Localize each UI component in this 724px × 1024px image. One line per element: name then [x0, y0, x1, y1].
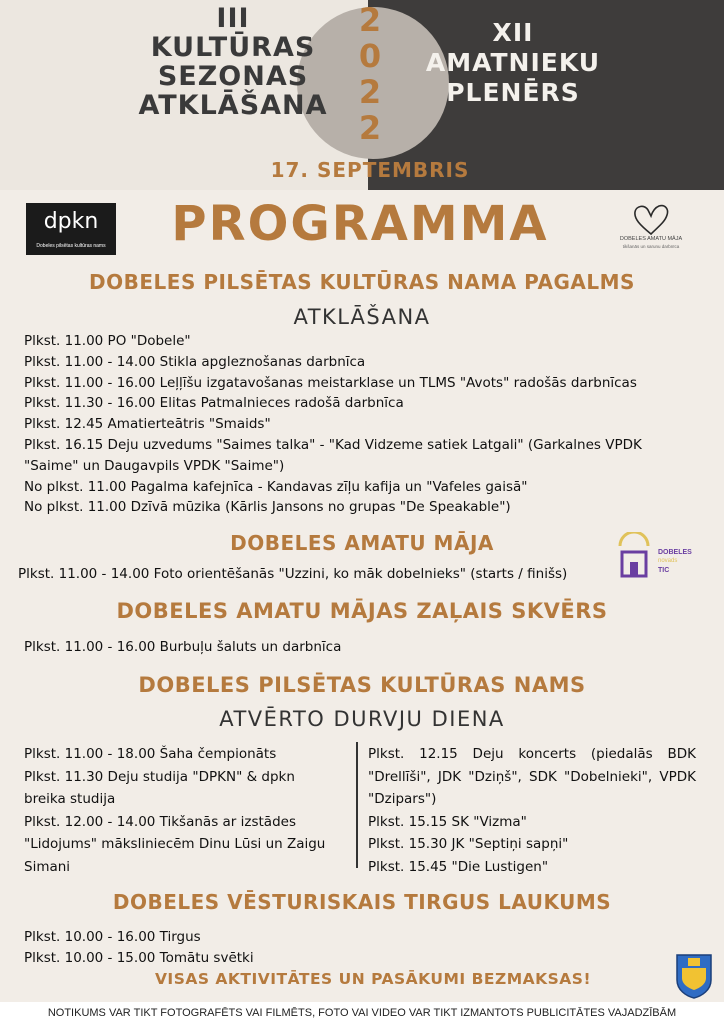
tic-logo-subtext: novads: [658, 558, 678, 564]
year-digit: 0: [358, 37, 382, 75]
list-item: Plkst. 15.15 SK "Vizma": [368, 813, 527, 830]
event-date: 17. SEPTEMBRIS: [270, 158, 470, 182]
year-vertical: [356, 2, 384, 146]
list-item: Plkst. 15.45 "Die Lustigen": [368, 858, 549, 875]
footer-disclaimer: NOTIKUMS VAR TIKT FOTOGRAFĒTS VAI FILMĒTS, FOTO VAI VIDEO VAR TIKT IZMANTOTS PUBLICITĀTES VAJADZĪBĀM: [47, 1007, 677, 1019]
list-item: Plkst. 12.15 Deju koncerts (piedalās BDK "Drellīši", JDK "Dziņš", SDK "Dobelnieki", VPDK "Dzipars"): [368, 746, 696, 807]
year-digit: 2: [358, 109, 382, 147]
amatu-maja-program: [18, 564, 567, 585]
coat-of-arms-icon: [674, 952, 714, 1000]
list-item: Plkst. 10.00 - 15.00 Tomātu svētki: [24, 949, 254, 966]
year-digit: 2: [358, 73, 382, 111]
list-item: Plkst. 11.00 - 14.00 Foto orientēšanās "Uzzini, ko māk dobelnieks" (starts / finišs): [18, 566, 568, 582]
tic-logo: [614, 532, 706, 580]
season-line-1: III: [216, 3, 250, 34]
tic-logo-code: TIC: [658, 567, 670, 574]
list-item: Plkst. 11.00 - 16.00 Leļļīšu izgatavošanas meistarklase un TLMS "Avots" radošās darbnīcas: [24, 374, 637, 391]
list-item: Plkst. 10.00 - 16.00 Tirgus: [24, 929, 201, 945]
section-heading-culture-house: DOBELES PILSĒTAS KULTŪRAS NAMS: [138, 673, 586, 697]
list-item: Plkst. 11.30 - 16.00 Elitas Patmalnieces radošā darbnīca: [24, 395, 404, 412]
dpkn-logo-subtext: Dobeles pilsētas kultūras nams: [36, 243, 106, 249]
season-line-4: ATKLĀŠANA: [138, 90, 328, 121]
list-item: "Saime" un Daugavpils VPDK "Saime"): [24, 457, 285, 474]
square-program: [24, 637, 341, 658]
crafts-plener-title: [408, 18, 618, 108]
list-item: Plkst. 16.15 Deju uzvedums "Saimes talka" - "Kad Vidzeme satiek Latgali" (Garkalnes VPDK: [24, 436, 642, 453]
house-icon: [614, 532, 654, 580]
amatu-maja-logo-text: DOBELES AMATU MĀJA: [619, 236, 683, 242]
list-item: Plkst. 12.45 Amatierteātris "Smaids": [24, 416, 271, 433]
list-item: Plkst. 12.00 - 14.00 Tikšanās ar izstādes "Lidojums" māksliniecēm Dinu Lūsi un Zaigu Simani: [24, 813, 326, 875]
column-divider: [356, 742, 358, 868]
culture-house-left-column: [24, 743, 340, 878]
dpkn-logo: [26, 203, 116, 255]
list-item: No plkst. 11.00 Dzīvā mūzika (Kārlis Jansons no grupas "De Speakable"): [24, 499, 511, 516]
dpkn-logo-text: dpkn: [43, 209, 99, 234]
section-heading-courtyard: DOBELES PILSĒTAS KULTŪRAS NAMA PAGALMS: [89, 270, 635, 294]
plener-line-2: AMATNIEKU: [425, 48, 601, 77]
amatu-maja-logo: [614, 203, 688, 263]
list-item: No plkst. 11.00 Pagalma kafejnīca - Kandavas zīļu kafija un "Vafeles gaisā": [24, 478, 528, 495]
season-opening-title: [128, 4, 338, 120]
footer: [0, 1002, 724, 1024]
tic-logo-text: DOBELES: [658, 549, 692, 556]
section-subheading-open-doors: ATVĒRTO DURVJU DIENA: [219, 707, 505, 731]
plener-line-3: PLENĒRS: [446, 78, 580, 107]
season-line-2: KULTŪRAS: [150, 32, 316, 63]
heart-icon: [632, 203, 670, 237]
section-heading-square: DOBELES AMATU MĀJAS ZAĻAIS SKVĒRS: [116, 599, 608, 623]
list-item: Plkst. 11.00 - 16.00 Burbuļu šaluts un darbnīca: [24, 639, 342, 655]
section-subheading-opening: ATKLĀŠANA: [293, 305, 431, 329]
list-item: Plkst. 11.00 - 18.00 Šaha čempionāts: [24, 746, 277, 762]
year-digit: 2: [358, 1, 382, 39]
section-heading-amatu-maja: DOBELES AMATU MĀJA: [230, 531, 494, 555]
amatu-maja-logo-subtext: tikšanās un sarunu darbnīca: [622, 244, 680, 249]
section-heading-market: DOBELES VĒSTURISKAIS TIRGUS LAUKUMS: [112, 890, 612, 914]
page-title: PROGRAMMA: [171, 196, 549, 252]
plener-line-1: XII: [492, 18, 534, 47]
list-item: Plkst. 11.00 PO "Dobele": [24, 333, 191, 349]
list-item: Plkst. 11.00 - 14.00 Stikla apgleznošanas darbnīca: [24, 353, 366, 370]
market-program: [24, 927, 254, 969]
list-item: Plkst. 11.30 Deju studija "DPKN" & dpkn breika studija: [24, 768, 295, 807]
list-item: Plkst. 15.30 JK "Septiņi sapņi": [368, 836, 569, 852]
season-line-3: SEZONAS: [157, 61, 309, 92]
courtyard-program-list: [24, 331, 642, 518]
free-entry-notice: VISAS AKTIVITĀTES UN PASĀKUMI BEZMAKSAS!: [154, 970, 592, 988]
culture-house-right-column: [368, 743, 696, 878]
